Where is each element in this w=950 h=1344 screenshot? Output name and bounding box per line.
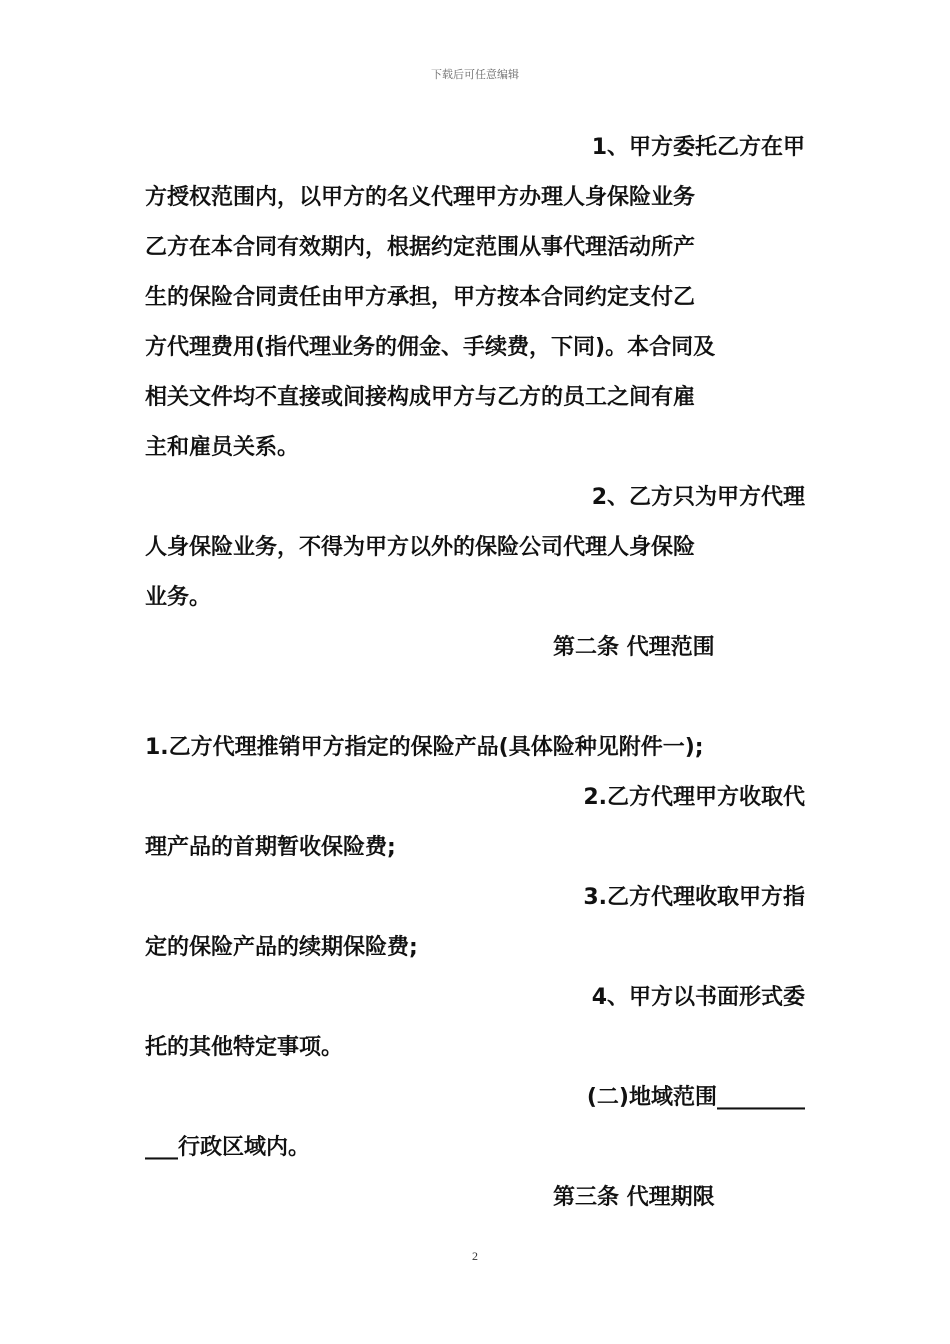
text-line: 相关文件均不直接或间接构成甲方与乙方的员工之间有雇 [145, 385, 696, 410]
scope-item-4-start: 4、甲方以书面形式委 [591, 985, 805, 1010]
scope-item-1: 1.乙方代理推销甲方指定的保险产品(具体险种见附件一); [145, 735, 704, 760]
clause-2-start: 2、乙方只为甲方代理 [591, 485, 805, 510]
text-line: 主和雇员关系。 [145, 435, 300, 460]
article-3-heading: 第三条 代理期限 [553, 1185, 715, 1210]
page-number: 2 [472, 1249, 478, 1263]
text-line: 人身保险业务，不得为甲方以外的保险公司代理人身保险 [145, 535, 696, 560]
article-2-heading: 第二条 代理范围 [553, 635, 715, 660]
text-line: 托的其他特定事项。 [145, 1035, 344, 1060]
text-line: ___行政区域内。 [145, 1135, 311, 1160]
text-line: 理产品的首期暂收保险费; [145, 835, 396, 860]
page-header: 下载后可任意编辑 [431, 68, 519, 81]
text-line: 生的保险合同责任由甲方承担，甲方按本合同约定支付乙 [145, 285, 696, 310]
text-line: 业务。 [145, 585, 212, 610]
text-line: 乙方在本合同有效期内，根据约定范围从事代理活动所产 [145, 235, 696, 260]
text-line: 方授权范围内，以甲方的名义代理甲方办理人身保险业务 [145, 185, 696, 210]
text-line: 定的保险产品的续期保险费; [145, 935, 418, 960]
scope-item-2-start: 2.乙方代理甲方收取代 [583, 785, 805, 810]
clause-1-start: 1、甲方委托乙方在甲 [591, 135, 805, 160]
text-line: 方代理费用(指代理业务的佣金、手续费，下同)。本合同及 [145, 335, 716, 360]
scope-item-3-start: 3.乙方代理收取甲方指 [583, 885, 805, 910]
region-scope-start: (二)地域范围________ [586, 1085, 805, 1110]
